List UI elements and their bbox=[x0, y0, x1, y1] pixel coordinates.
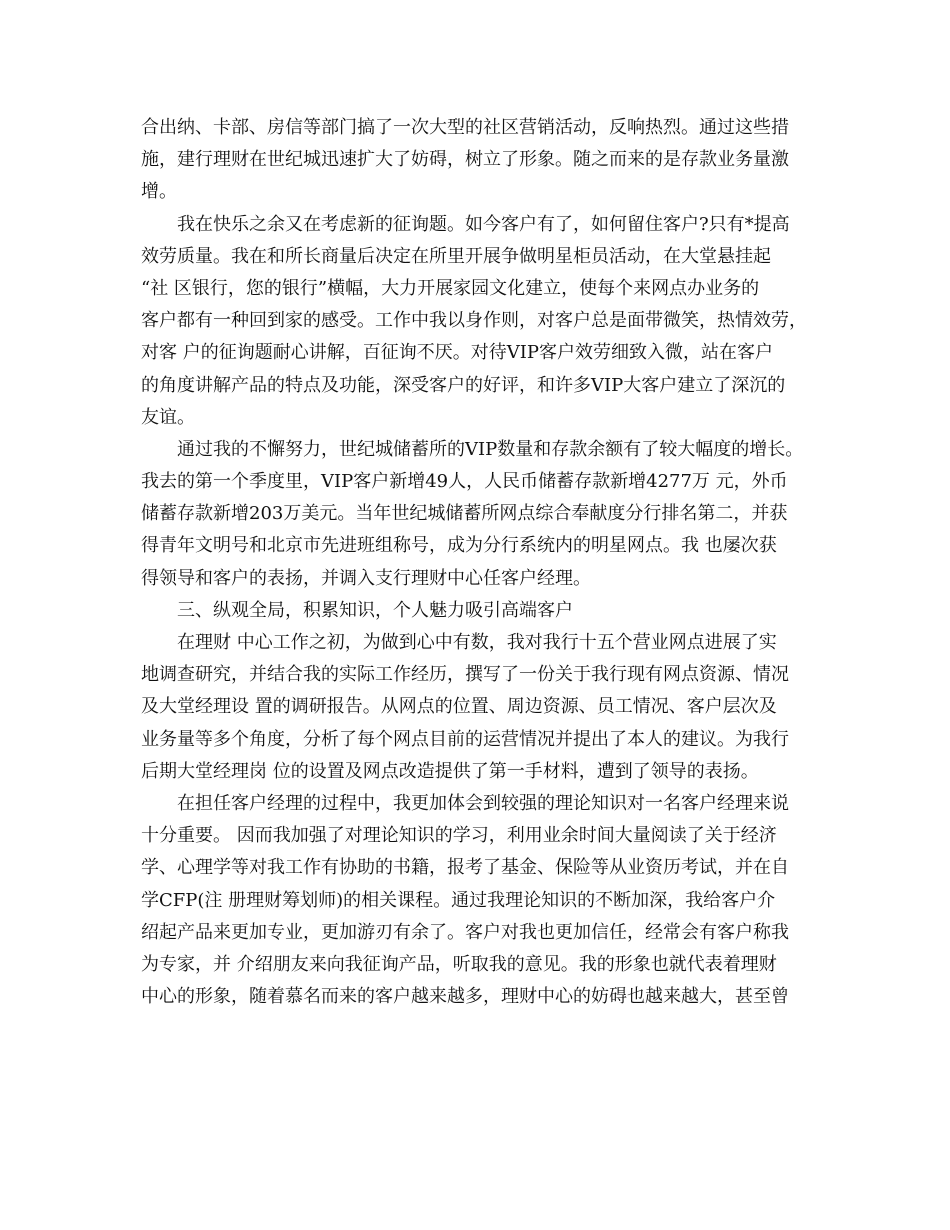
text-line: 我在快乐之余又在考虑新的征询题。如今客户有了，如何留住客户?只有*提高 bbox=[177, 213, 790, 235]
text-line: 增。 bbox=[141, 181, 177, 203]
text-line: 得青年文明号和北京市先进班组称号，成为分行系统内的明星网点。我 也屡次获 bbox=[141, 535, 777, 557]
text-line: 效劳质量。我在和所长商量后决定在所里开展争做明星柜员活动，在大堂悬挂起 bbox=[141, 245, 771, 267]
text-line: 对客 户的征询题耐心讲解，百征询不厌。对待VIP客户效劳细致入微，站在客户 bbox=[141, 342, 773, 364]
text-line: 中心的形象，随着慕名而来的客户越来越多，理财中心的妨碍也越来越大，甚至曾 bbox=[141, 986, 789, 1008]
text-line: 地调查研究，并结合我的实际工作经历，撰写了一份关于我行现有网点资源、情况 bbox=[141, 664, 789, 686]
text-line: 客户都有一种回到家的感受。工作中我以身作则，对客户总是面带微笑，热情效劳， bbox=[141, 310, 807, 332]
text-line: 业务量等多个角度，分析了每个网点目前的运营情况并提出了本人的建议。为我行 bbox=[141, 728, 789, 750]
text-line: 的角度讲解产品的特点及功能，深受客户的好评，和许多VIP大客户建立了深沉的 bbox=[141, 374, 786, 396]
text-line: 施，建行理财在世纪城迅速扩大了妨碍，树立了形象。随之而来的是存款业务量激 bbox=[141, 149, 789, 171]
text-line: “社 区银行，您的银行”横幅，大力开展家园文化建立，使每个来网点办业务的 bbox=[141, 277, 760, 299]
text-line: 后期大堂经理岗 位的设置及网点改造提供了第一手材料，遭到了领导的表扬。 bbox=[141, 760, 759, 782]
text-line: 学、心理学等对我工作有协助的书籍，报考了基金、保险等从业资历考试，并在自 bbox=[141, 857, 789, 879]
text-line: 在理财 中心工作之初，为做到心中有数，我对我行十五个营业网点进展了实 bbox=[177, 632, 777, 653]
body-text bbox=[141, 112, 821, 1013]
text-line: 学CFP(注 册理财筹划师)的相关课程。通过我理论知识的不断加深，我给客户介 bbox=[141, 889, 776, 911]
text-line: 及大堂经理设 置的调研报告。从网点的位置、周边资源、员工情况、客户层次及 bbox=[141, 696, 777, 718]
text-line: 合出纳、卡部、房信等部门搞了一次大型的社区营销活动，反响热烈。通过这些措 bbox=[141, 117, 789, 138]
text-line: 十分重要。 因而我加强了对理论知识的学习，利用业余时间大量阅读了关于经济 bbox=[141, 825, 777, 847]
text-line: 绍起产品来更加专业，更加游刃有余了。客户对我也更加信任，经常会有客户称我 bbox=[141, 921, 789, 943]
text-line: 三、纵观全局，积累知识，个人魅力吸引高端客户 bbox=[177, 599, 573, 621]
text-line: 通过我的不懈努力，世纪城储蓄所的VIP数量和存款余额有了较大幅度的增长。 bbox=[177, 438, 804, 460]
text-line: 储蓄存款新增203万美元。当年世纪城储蓄所网点综合奉献度分行排名第二，并获 bbox=[141, 503, 788, 525]
text-line: 在担任客户经理的过程中，我更加体会到较强的理论知识对一名客户经理来说 bbox=[177, 792, 789, 814]
text-line: 得领导和客户的表扬，并调入支行理财中心任客户经理。 bbox=[141, 567, 591, 589]
text-line: 为专家，并 介绍朋友来向我征询产品，听取我的意见。我的形象也就代表着理财 bbox=[141, 953, 777, 975]
text-line: 友谊。 bbox=[141, 406, 195, 428]
text-line: 我去的第一个季度里，VIP客户新增49人，人民币储蓄存款新增4277万 元，外币 bbox=[141, 471, 788, 493]
